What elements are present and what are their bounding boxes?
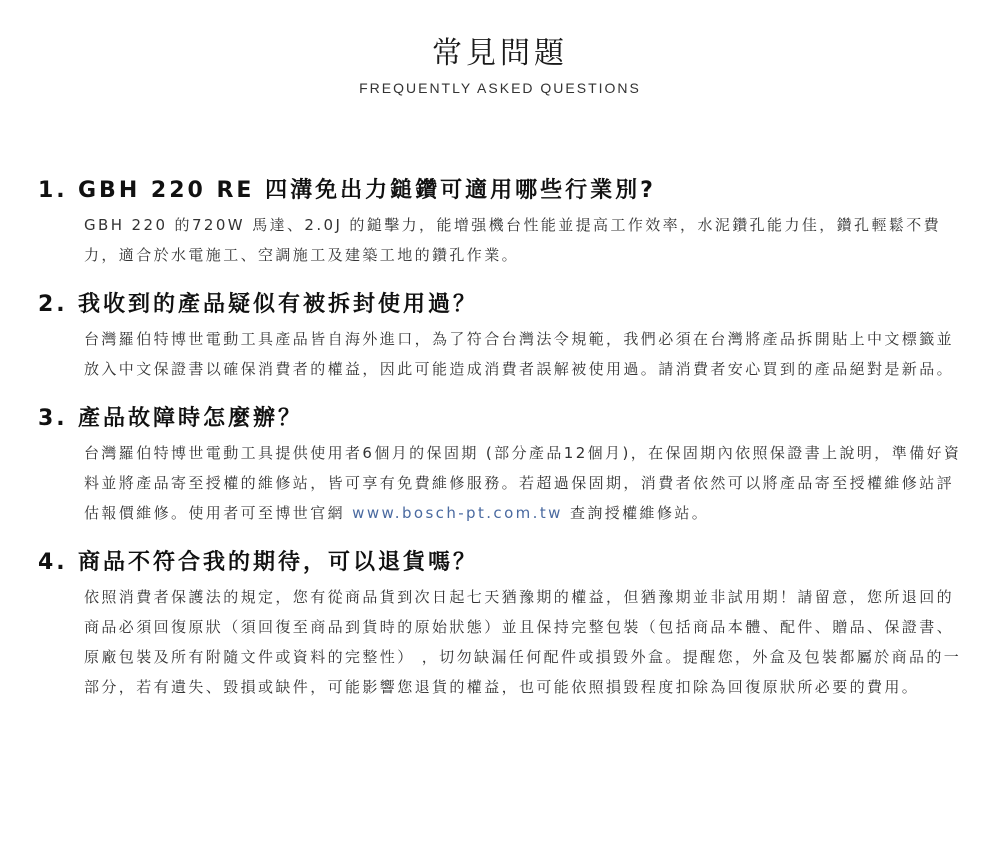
- faq-answer-text: 依照消費者保護法的規定，您有從商品貨到次日起七天猶豫期的權益，但猶豫期並非試用期！請留意，您所退回的商品必須回復原狀（須回復至商品到貨時的原始狀態）並且保持完整包裝（包括商品本體、配件、贈品、保證書、原廠包裝及所有附隨文件或資料的完整性） ，切勿缺漏任何配件或損毀外盒。提醒您，外盒及包裝都屬於商品的一部分，若有遺失、毀損或缺件，可能影響您退貨的權益，也可能依照損毀程度扣除為回復原狀所必要的費用。: [84, 588, 962, 696]
- faq-answer: [84, 438, 968, 528]
- faq-answer: [84, 324, 968, 384]
- page-header: [0, 34, 1000, 96]
- faq-item-4: [38, 548, 968, 702]
- faq-answer-text: 台灣羅伯特博世電動工具產品皆自海外進口，為了符合台灣法令規範，我們必須在台灣將產品拆開貼上中文標籤並放入中文保證書以確保消費者的權益，因此可能造成消費者誤解被使用過。請消費者安心買到的產品絕對是新品。: [84, 330, 955, 378]
- faq-question: [38, 548, 968, 578]
- faq-question-text: 產品故障時怎麼辦？: [78, 406, 304, 431]
- faq-number: 4.: [38, 550, 68, 575]
- faq-question-text: 商品不符合我的期待，可以退貨嗎？: [78, 550, 479, 575]
- faq-question: [38, 176, 968, 206]
- faq-question: [38, 290, 968, 320]
- faq-answer-text-before: 台灣羅伯特博世電動工具提供使用者6個月的保固期 (部分產品12個月)，在保固期內依照保證書上說明，準備好資料並將產品寄至授權的維修站，皆可享有免費維修服務。若超過保固期，消費者依然可以將產品寄至授權維修站評估報價維修。使用者可至博世官網: [84, 444, 962, 522]
- page-title: 常見問題: [432, 36, 568, 71]
- faq-answer-text: GBH 220 的720W 馬達、2.0J 的鎚擊力，能增强機台性能並提高工作效率，水泥鑽孔能力佳，鑽孔輕鬆不費力，適合於水電施工、空調施工及建築工地的鑽孔作業。: [84, 216, 942, 264]
- faq-number: 1.: [38, 178, 68, 203]
- faq-number: 3.: [38, 406, 68, 431]
- faq-question: [38, 404, 968, 434]
- faq-answer: [84, 582, 968, 702]
- faq-item-3: [38, 404, 968, 528]
- page-subtitle: FREQUENTLY ASKED QUESTIONS: [359, 80, 641, 96]
- faq-list: [38, 176, 968, 722]
- faq-item-1: [38, 176, 968, 270]
- faq-question-text: GBH 220 RE 四溝免出力鎚鑽可適用哪些行業別?: [78, 178, 656, 203]
- faq-item-2: [38, 290, 968, 384]
- faq-answer-text: [84, 438, 968, 528]
- bosch-website-link[interactable]: www.bosch-pt.com.tw: [352, 504, 563, 522]
- faq-number: 2.: [38, 292, 68, 317]
- faq-answer: [84, 210, 968, 270]
- faq-question-text: 我收到的產品疑似有被拆封使用過？: [78, 292, 479, 317]
- faq-answer-text-after: 查詢授權維修站。: [562, 504, 710, 522]
